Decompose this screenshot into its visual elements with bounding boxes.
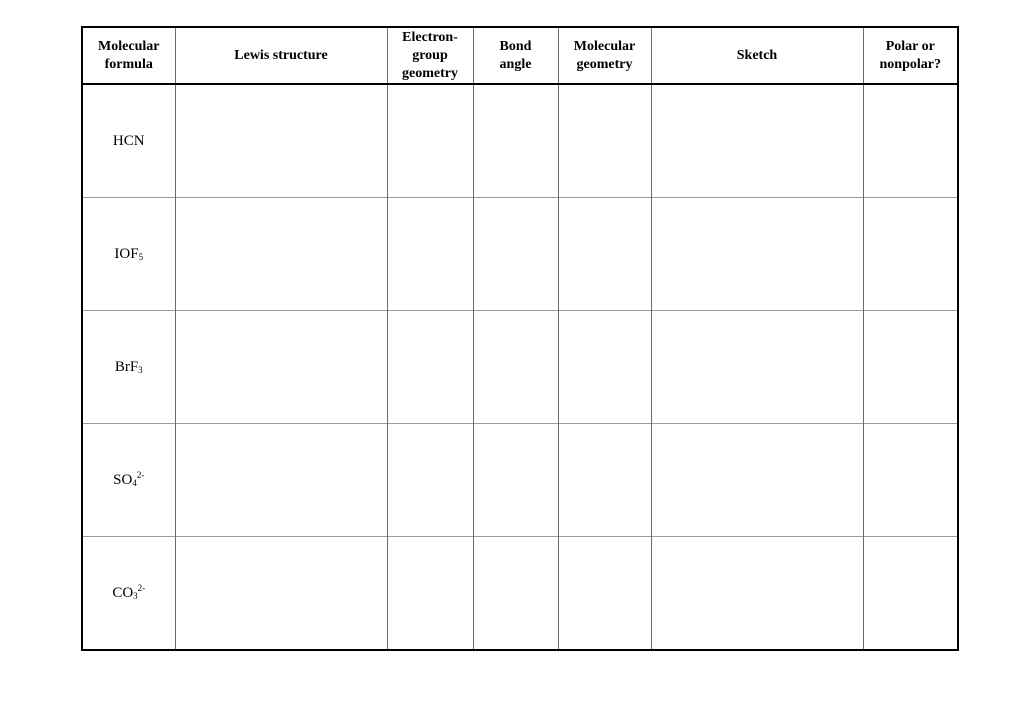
polarity-answer[interactable] bbox=[864, 198, 958, 310]
molecular-geometry-answer[interactable] bbox=[559, 311, 651, 423]
polarity-cell[interactable] bbox=[863, 537, 958, 651]
molecular-geometry-cell[interactable] bbox=[558, 424, 651, 537]
polarity-answer[interactable] bbox=[864, 424, 958, 536]
electron-group-geometry-answer[interactable] bbox=[388, 198, 473, 310]
sketch-answer[interactable] bbox=[652, 537, 863, 649]
lewis-structure-answer[interactable] bbox=[176, 85, 387, 197]
sketch-cell[interactable] bbox=[651, 198, 863, 311]
formula-subscript: 3 bbox=[133, 590, 138, 601]
polarity-cell[interactable] bbox=[863, 84, 958, 198]
header-bond-angle-line-1: Bond bbox=[499, 38, 532, 54]
polarity-cell[interactable] bbox=[863, 198, 958, 311]
molecular-geometry-cell[interactable] bbox=[558, 311, 651, 424]
formula-base: HCN bbox=[112, 132, 145, 149]
polarity-answer[interactable] bbox=[864, 85, 958, 197]
electron-group-geometry-answer[interactable] bbox=[388, 85, 473, 197]
header-bond-angle-line-2: angle bbox=[499, 56, 532, 72]
molecular-geometry-worksheet-table bbox=[81, 26, 959, 651]
bond-angle-answer[interactable] bbox=[474, 424, 558, 536]
lewis-structure-cell[interactable] bbox=[175, 84, 387, 198]
header-row bbox=[82, 27, 958, 84]
molecular-geometry-answer[interactable] bbox=[559, 537, 651, 649]
polarity-answer[interactable] bbox=[864, 537, 958, 649]
sketch-answer[interactable] bbox=[652, 424, 863, 536]
formula-subscript: 5 bbox=[138, 251, 144, 262]
header-polarity bbox=[863, 27, 958, 84]
formula-charge: 2- bbox=[136, 469, 145, 480]
formula-cell bbox=[82, 198, 175, 311]
bond-angle-cell[interactable] bbox=[473, 311, 558, 424]
table-row-brf3 bbox=[82, 311, 958, 424]
table-row-so4 bbox=[82, 424, 958, 537]
molecular-formula bbox=[113, 133, 145, 150]
electron-group-geometry-cell[interactable] bbox=[387, 311, 473, 424]
sketch-cell[interactable] bbox=[651, 537, 863, 651]
molecular-geometry-answer[interactable] bbox=[559, 424, 651, 536]
bond-angle-cell[interactable] bbox=[473, 198, 558, 311]
lewis-structure-cell[interactable] bbox=[175, 311, 387, 424]
formula-base: BrF bbox=[114, 358, 139, 375]
header-lewis-structure-line-1: Lewis structure bbox=[234, 47, 328, 63]
polarity-answer[interactable] bbox=[864, 311, 958, 423]
bond-angle-cell[interactable] bbox=[473, 84, 558, 198]
table-row-iof5 bbox=[82, 198, 958, 311]
molecular-geometry-cell[interactable] bbox=[558, 537, 651, 651]
polarity-cell[interactable] bbox=[863, 311, 958, 424]
formula-cell bbox=[82, 537, 175, 651]
header-molecular-formula bbox=[82, 27, 175, 84]
header-electron-group-geometry-line-2: group bbox=[412, 47, 448, 63]
formula-cell bbox=[82, 311, 175, 424]
lewis-structure-cell[interactable] bbox=[175, 198, 387, 311]
header-polarity-line-2: nonpolar? bbox=[879, 56, 941, 72]
bond-angle-answer[interactable] bbox=[474, 311, 558, 423]
sketch-answer[interactable] bbox=[652, 85, 863, 197]
header-molecular-geometry-line-1: Molecular bbox=[573, 38, 636, 54]
header-electron-group-geometry bbox=[387, 27, 473, 84]
formula-subscript: 3 bbox=[138, 364, 143, 375]
header-bond-angle bbox=[473, 27, 558, 84]
molecular-geometry-cell[interactable] bbox=[558, 84, 651, 198]
formula-charge: 2- bbox=[137, 582, 146, 593]
molecular-formula bbox=[115, 359, 143, 376]
molecular-formula bbox=[114, 246, 143, 263]
header-sketch bbox=[651, 27, 863, 84]
header-sketch-line-1: Sketch bbox=[736, 47, 778, 63]
header-molecular-geometry bbox=[558, 27, 651, 84]
electron-group-geometry-answer[interactable] bbox=[388, 311, 473, 423]
table-row-hcn bbox=[82, 84, 958, 198]
molecular-geometry-cell[interactable] bbox=[558, 198, 651, 311]
electron-group-geometry-answer[interactable] bbox=[388, 424, 473, 536]
molecular-formula bbox=[112, 582, 146, 602]
header-electron-group-geometry-line-3: geometry bbox=[402, 65, 458, 81]
header-molecular-formula-line-2: formula bbox=[104, 56, 153, 72]
formula-base: SO bbox=[113, 471, 133, 488]
lewis-structure-answer[interactable] bbox=[176, 537, 387, 649]
electron-group-geometry-answer[interactable] bbox=[388, 537, 473, 649]
bond-angle-cell[interactable] bbox=[473, 424, 558, 537]
sketch-answer[interactable] bbox=[652, 198, 863, 310]
sketch-answer[interactable] bbox=[652, 311, 863, 423]
bond-angle-answer[interactable] bbox=[474, 537, 558, 649]
header-molecular-formula-line-1: Molecular bbox=[98, 38, 160, 54]
lewis-structure-cell[interactable] bbox=[175, 537, 387, 651]
formula-base: IOF bbox=[114, 245, 139, 262]
molecular-geometry-answer[interactable] bbox=[559, 85, 651, 197]
electron-group-geometry-cell[interactable] bbox=[387, 424, 473, 537]
formula-cell bbox=[82, 424, 175, 537]
molecular-formula bbox=[113, 469, 145, 489]
formula-cell bbox=[82, 84, 175, 198]
formula-base: CO bbox=[112, 584, 134, 601]
electron-group-geometry-cell[interactable] bbox=[387, 84, 473, 198]
header-lewis-structure bbox=[175, 27, 387, 84]
bond-angle-answer[interactable] bbox=[474, 198, 558, 310]
header-electron-group-geometry-line-1: Electron- bbox=[402, 29, 458, 45]
lewis-structure-cell[interactable] bbox=[175, 424, 387, 537]
lewis-structure-answer[interactable] bbox=[176, 311, 387, 423]
formula-subscript: 4 bbox=[132, 477, 137, 488]
electron-group-geometry-cell[interactable] bbox=[387, 537, 473, 651]
bond-angle-cell[interactable] bbox=[473, 537, 558, 651]
sketch-cell[interactable] bbox=[651, 424, 863, 537]
electron-group-geometry-cell[interactable] bbox=[387, 198, 473, 311]
header-polarity-line-1: Polar or bbox=[885, 38, 935, 54]
sketch-cell[interactable] bbox=[651, 311, 863, 424]
sketch-cell[interactable] bbox=[651, 84, 863, 198]
lewis-structure-answer[interactable] bbox=[176, 198, 387, 310]
molecular-geometry-answer[interactable] bbox=[559, 198, 651, 310]
table-row-co3 bbox=[82, 537, 958, 651]
lewis-structure-answer[interactable] bbox=[176, 424, 387, 536]
header-molecular-geometry-line-2: geometry bbox=[576, 56, 633, 72]
bond-angle-answer[interactable] bbox=[474, 85, 558, 197]
polarity-cell[interactable] bbox=[863, 424, 958, 537]
